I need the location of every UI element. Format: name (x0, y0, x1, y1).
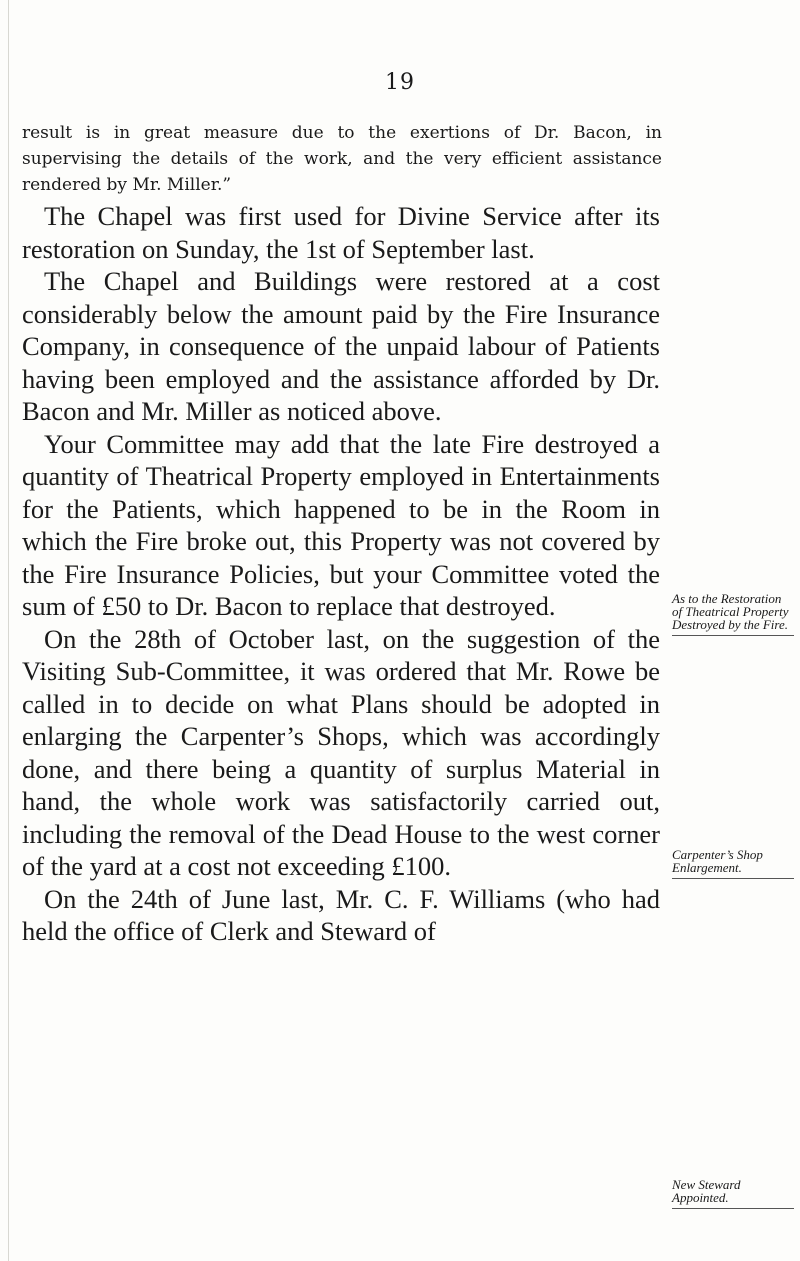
paragraph-text: The Chapel and Buildings were restored at a cost considerably below the amount paid by the Fire Insurance Company, in consequence of the unpaid labour of Patients having been employed and the assistance afforded by Dr. Bacon and Mr. Miller as noticed above. (22, 266, 660, 426)
paragraph-text: Your Committee may add that the late Fire destroyed a quantity of Theatrical Property employed in Entertainments for the Patients, which happened to be in the Room in which the Fire broke out, this Property was not covered by the Fire Insurance Policies, but your Committee voted the sum of £50 to Dr. Bacon to replace that destroyed. (22, 428, 660, 621)
paragraph-text: On the 28th of October last, on the suggestion of the Visiting Sub-Committee, it was ordered that Mr. Rowe be called in to decide on what Plans should be adopted in enlarging the Carpenter’s Shops, which was accordingly done, and there being a quantity of surplus Material in hand, the whole work was satisfactorily carried out, including the removal of the Dead House to the west corner of the yard at a cost not exceeding £100. (22, 623, 660, 881)
margin-note (672, 848, 794, 879)
paragraph (22, 265, 660, 428)
margin-note-rule (672, 1208, 794, 1209)
binding-edge (8, 0, 9, 1261)
margin-note-text: As to the Restoration of Theatrical Property Destroyed by the Fire. (672, 591, 789, 632)
page-number: 19 (385, 70, 415, 95)
paragraph-text: On the 24th of June last, Mr. C. F. Williams (who had held the office of Clerk and Steward of (22, 883, 660, 946)
margin-note (672, 592, 794, 636)
margin-note-rule (672, 878, 794, 879)
margin-note (672, 1178, 794, 1209)
paragraph (22, 623, 660, 883)
intro-paragraph: result is in great measure due to the exertions of Dr. Bacon, in supervising the details of the work, and the very efficient assistance rendered by Mr. Miller.” (22, 123, 662, 195)
margin-note-text: New Steward Appointed. (672, 1177, 741, 1205)
paragraph (22, 883, 660, 948)
margin-note-text: Carpenter’s Shop Enlargement. (672, 847, 763, 875)
margin-note-rule (672, 635, 794, 636)
paragraph (22, 428, 660, 623)
paragraph-text: The Chapel was first used for Divine Service after its restoration on Sunday, the 1st of September last. (22, 201, 660, 264)
paragraph (22, 200, 660, 265)
body-text (22, 200, 660, 948)
